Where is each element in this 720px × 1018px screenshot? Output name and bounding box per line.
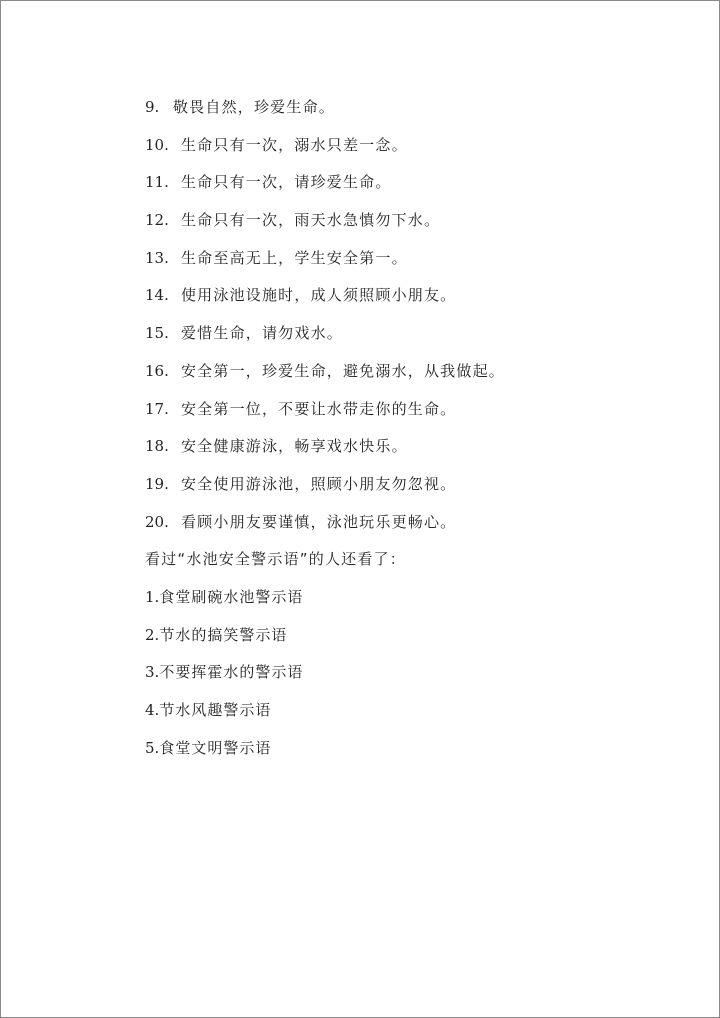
slogan-item — [145, 283, 665, 321]
slogan-number: 17. — [145, 399, 169, 418]
slogan-text: 爱惜生命，请勿戏水。 — [180, 324, 343, 343]
related-text: 不要挥霍水的警示语 — [159, 663, 304, 682]
related-link[interactable] — [145, 736, 665, 774]
slogan-text: 生命只有一次，请珍爱生命。 — [180, 173, 392, 192]
related-link[interactable] — [145, 698, 665, 736]
related-link[interactable] — [145, 623, 665, 661]
related-heading: 看过“水池安全警示语”的人还看了： — [145, 550, 406, 569]
related-number: 4. — [145, 701, 160, 719]
document-content — [145, 95, 665, 773]
slogan-text: 安全第一位，不要让水带走你的生命。 — [180, 399, 457, 418]
related-number: 2. — [145, 625, 160, 644]
slogan-item — [145, 95, 665, 133]
related-text: 节水风趣警示语 — [159, 701, 272, 719]
related-link[interactable] — [145, 585, 665, 623]
slogan-text: 生命只有一次，雨天水急慎勿下水。 — [180, 211, 441, 230]
slogan-number: 14. — [145, 286, 169, 305]
related-link[interactable] — [145, 660, 665, 698]
slogan-number: 20. — [145, 512, 169, 531]
slogan-text: 安全使用游泳池，照顾小朋友勿忽视。 — [180, 474, 457, 493]
slogan-text: 安全健康游泳，畅享戏水快乐。 — [180, 437, 408, 456]
slogan-text: 生命只有一次，溺水只差一念。 — [180, 135, 408, 154]
slogan-text: 敬畏自然，珍爱生命。 — [172, 98, 335, 116]
slogan-text: 看顾小朋友要谨慎，泳池玩乐更畅心。 — [180, 512, 457, 531]
slogan-item — [145, 472, 665, 510]
slogan-number: 19. — [145, 474, 169, 493]
slogan-number: 13. — [145, 248, 169, 267]
slogan-number: 11. — [145, 173, 169, 192]
slogan-text: 生命至高无上，学生安全第一。 — [180, 248, 408, 267]
slogan-number: 12. — [145, 211, 169, 230]
slogan-number: 9. — [145, 98, 160, 116]
slogan-text: 使用泳池设施时，成人须照顾小朋友。 — [180, 286, 457, 305]
slogan-item — [145, 133, 665, 171]
related-text: 节水的搞笑警示语 — [159, 625, 288, 644]
slogan-number: 18. — [145, 437, 169, 456]
slogan-number: 16. — [145, 361, 169, 380]
related-number: 3. — [145, 663, 160, 682]
slogan-item — [145, 359, 665, 397]
related-text: 食堂刷碗水池警示语 — [159, 587, 304, 606]
slogan-number: 10. — [145, 135, 169, 154]
related-number: 5. — [145, 738, 160, 757]
slogan-item — [145, 170, 665, 208]
slogan-item — [145, 208, 665, 246]
slogan-item — [145, 397, 665, 435]
related-number: 1. — [145, 587, 160, 606]
slogan-number: 15. — [145, 324, 169, 343]
related-text: 食堂文明警示语 — [159, 738, 272, 757]
slogan-item — [145, 434, 665, 472]
slogan-item — [145, 321, 665, 359]
slogan-item — [145, 246, 665, 284]
slogan-text: 安全第一，珍爱生命，避免溺水，从我做起。 — [180, 361, 505, 380]
slogan-item — [145, 510, 665, 548]
